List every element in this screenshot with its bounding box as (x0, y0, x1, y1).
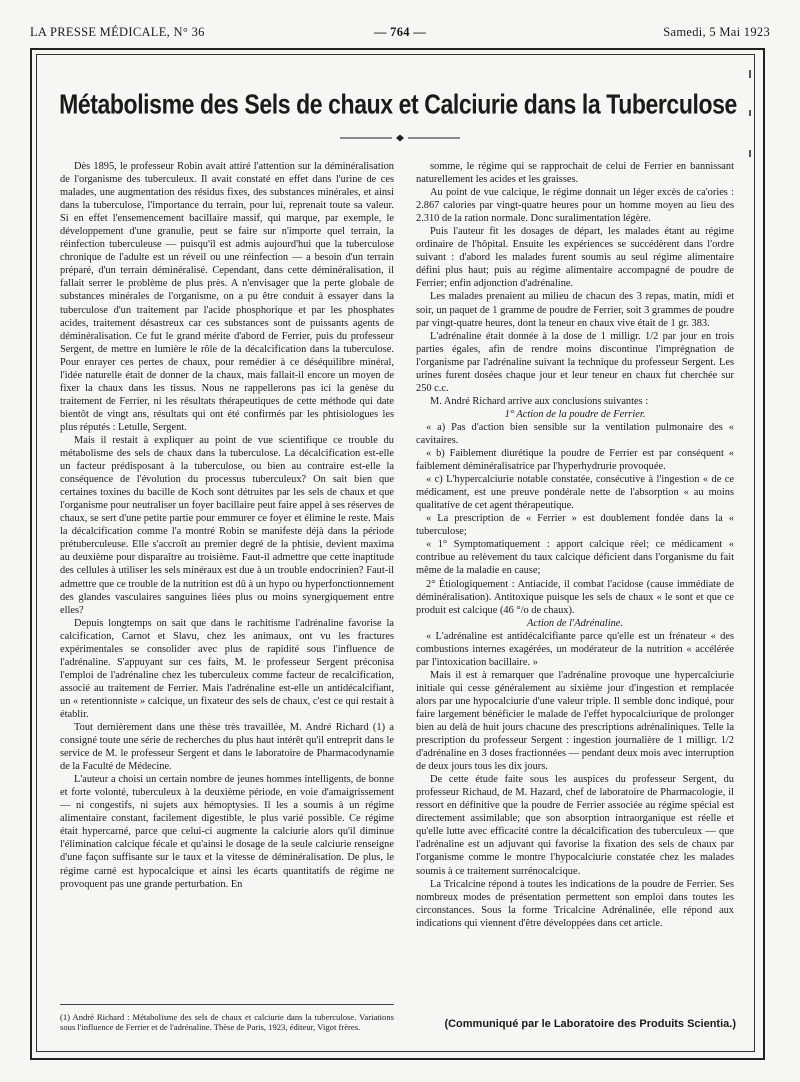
paragraph: Les malades prenaient au milieu de chacun des 3 repas, matin, midi et soir, un paquet de 1 gramme de poudre de Ferrier, soit 3 grammes de poudre par vingt-quatre heures, dont la teneur en chaux vive était de 1 gr. 383. (416, 291, 734, 329)
section-subheading: 1° Action de la poudre de Ferrier. (504, 408, 646, 420)
paragraph: somme, le régime qui se rapprochait de celui de Ferrier en bannissant naturellement les acides et les graisses. (416, 161, 734, 186)
paragraph: L'auteur a choisi un certain nombre de jeunes hommes intelligents, de bonne et forte volonté, tuberculeux à la deuxième période, en voie d'amaigrissement — ni congestifs, ni sujets aux hémoptysies. Il les a soumis à un régime alimentaire constant, facilement digestible, le plus varié possible. Ce régime était hypercarné, parce que celui-ci augmente la calciurie alors qu'il diminue l'élimination calcique fécale et qu'ainsi le dosage de la seule calciurie renseigne d'une façon suffisante sur le taux et la vitesse de déminéralisation. De plus, le régime carné est hypocalcique et ainsi les écarts quantitatifs de régime ne provoquent pas une grande perturbation. En (60, 774, 394, 890)
scan-mark (749, 150, 751, 157)
quoted-conclusion: « L'adrénaline est antidécalcifiante parce qu'elle est un frénateur « des combustions internes exagérées, un modérateur de la nutrition « accélérée par l'intoxication bacillaire. » (416, 630, 734, 668)
right-column (416, 160, 734, 930)
scan-mark (749, 70, 751, 78)
quoted-conclusion: « 1° Symptomatiquement : apport calcique réel; ce médicament « contribue au relèvement du taux calcique déficient dans l'organisme du fait même de la maladie en cause; (416, 539, 734, 577)
paragraph: Mais il est à remarquer que l'adrénaline provoque une hypercalciurie initiale qui cesse généralement au sixième jour d'ingestion et remplacée alors par une hypocalciurie d'une valeur triple. Il semble donc indiqué, pour faire largement bénéficier le malade de l'effet hypocalciurique de prolonger bien au delà de huit jours chacune des prescriptions adrénaliniques. Telle la prescription du professeur Sergent : ingestion journalière de 1 milligr. 1/2 d'adrénaline en 3 doses fractionnées — pendant deux mois avec interruption de deux jours tous les dix jours. (416, 669, 734, 773)
paragraph: Puis l'auteur fit les dosages de départ, les malades étant au régime ordinaire de l'hôpital. Ensuite les expériences se succédèrent dans l'ordre suivant : d'abord les malades furent soumis au seul régime alimentaire défini plus haut; puis au régime alimentaire accompagné de poudre de Ferrier; enfin adjonction d'adrénaline. (416, 226, 734, 290)
section-subheading: Action de l'Adrénaline. (526, 617, 623, 629)
issue-date: Samedi, 5 Mai 1923 (663, 25, 770, 39)
quoted-conclusion: 2° Étiologiquement : Antiacide, il combat l'acidose (cause immédiate de déminéralisation). Antitoxique puisque les sels de chaux « le sont et que ce produit est calcique (46 °/o de chaux). (416, 578, 734, 616)
paragraph: Tout dernièrement dans une thèse très travaillée, M. André Richard (1) a consigné toute une série de recherches du plus haut intérêt qu'il entreprit dans le service de M. le professeur Sergent et dans le laboratoire de Pharmacodynamie de la Faculté de Médecine. (60, 722, 394, 773)
paragraph: De cette étude faite sous les auspices du professeur Sergent, du professeur Richaud, de M. Hazard, chef de laboratoire de Pharmacologie, il ressort en définitive que la poudre de Ferrier associée au régime spécial est directement assimilable; que son absorption intraorganique est réelle et qu'elle lutte avec efficacité contre la décalcification des tuberculeux — que l'adrénaline est un adjuvant qui favorise la fixation des sels de chaux par l'organisme comme le montre l'hypocalciurie constatée chez les malades soumis à ce traitement surrénocalcique. (416, 774, 734, 877)
footnote: (1) André Richard : Métabolisme des sels de chaux et calciurie dans la tuberculose. Variations sous l'influence de Ferrier et de l'adrénaline. Thèse de Paris, 1923, éditeur, Vigot frères. (60, 1012, 394, 1033)
paragraph: La Tricalcine répond à toutes les indications de la poudre de Ferrier. Ses nombreux modes de présentation permettent son emploi dans toutes les circonstances. Sous la forme Tricalcine Adrénalinée, elle répond aux indications qui viennent d'être développées dans cet article. (416, 878, 734, 929)
paragraph: Depuis longtemps on sait que dans le rachitisme l'adrénaline favorise la calcification, Carnot et Slavu, chez les animaux, ont vu les fractures expérimentales se consolider avec plus de rapidité sous l'influence de l'adrénaline. S'appuyant sur ces faits, M. le professeur Sergent préconisa l'emploi de l'adrénaline chez les tuberculeux comme facteur de recalcification, associé au traitement de Ferrier. Mais l'adrénaline est-elle un antidécalcifiant, un « retentionniste » calcique, un fixateur des sels de chaux, c'est ce qui restait à établir. (60, 617, 394, 720)
paragraph: Dès 1895, le professeur Robin avait attiré l'attention sur la déminéralisation de l'organisme des tuberculeux. Il avait constaté en effet dans l'urine de ces malades, une augmentation des résidus fixes, des substances minérales, et ainsi dans la tuberculose, l'importance du terrain, pour lui, reprenait toute sa valeur. Si en effet l'ensemencement bacillaire massif, qui marque, par exemple, le développement d'une granulie, peut se faire sur n'importe quel terrain, la réinfection tuberculeuse — puisqu'il est admis aujourd'hui que la tuberculose chronique de l'adulte est un réveil ou une réinfection — a besoin d'un terrain préparé, d'un terrain déminéralisé. Cependant, dans cette déminéralisation, il fallait serrer le problème de plus près. A n'envisager que la perte globale de substances minérales de l'organisme, on a pu être conduit à essayer dans la tuberculose d'un traitement par l'acide phosphorique et par les phosphates acides, traitement désastreux car ces substances sont de puissants agents de déminéralisation. Ce fut le grand mérite d'abord de Ferrier, puis du professeur Sergent, de mettre en lumière le rôle de la décalcification dans la tuberculose. Pour enrayer ces pertes de chaux, pour remédier à ce déséquilibre minéral, l'idée naturelle était de donner de la chaux, mais fallait-il encore un moyen de fixer la chaux dans les tissus. Nous ne rappellerons pas ici la genèse du traitement de Ferrier, ni les résultats thérapeutiques de cette méthode qui date bientôt de vingt ans, résultats qui ont été confirmés par les phtisiologues les plus réputés : Letulle, Sergent. (60, 161, 394, 433)
quoted-conclusion: « b) Faiblement diurétique la poudre de Ferrier est par conséquent « faiblement déminéralisatrice par l'hyperhydrurie provoquée. (416, 448, 734, 473)
paragraph: M. André Richard arrive aux conclusions suivantes : (430, 395, 649, 407)
article-title: Métabolisme des Sels de chaux et Calciurie dans la Tuberculose (59, 88, 737, 120)
paragraph: Au point de vue calcique, le régime donnait un léger excès de ca'ories : 2.867 calories par vingt-quatre heures pour un homme moyen au lieu des 2.310 de la ration normale. Donc suralimentation légère. (416, 187, 734, 225)
journal-name: LA PRESSE MÉDICALE, N° 36 (30, 25, 205, 39)
paragraph: L'adrénaline était donnée à la dose de 1 milligr. 1/2 par jour en trois parties égales, afin de rendre moins discontinue l'imprégnation de l'organisme par l'adrénaline suivant la technique du professeur Sergent. Les urines furent dosées chaque jour et leur teneur en chaux fut cherchée sur 250 c.c. (416, 330, 734, 394)
left-column (60, 160, 394, 891)
quoted-conclusion: « La prescription de « Ferrier » est doublement fondée dans la « tuberculose; (416, 513, 734, 538)
quoted-conclusion: « a) Pas d'action bien sensible sur la ventilation pulmonaire des « cavitaires. (416, 421, 734, 446)
diamond-rule-icon (340, 134, 460, 142)
paragraph: Mais il restait à expliquer au point de vue scientifique ce trouble du métabolisme des sels de chaux dans la tuberculose. La décalcification est-elle un facteur prédisposant à la tuberculose, ou bien au contraire est-elle la conséquence de l'évolution du processus tuberculeux? On sait bien que certaines toxines du bacille de Koch sont détruites par les sels de chaux et que l'organisme pour neutraliser un foyer bacillaire peut faire appel à ses réserves de chaux, se sert d'une petite partie pour emmurer ce foyer et élimine le reste. Mais la décalcification comme l'a montré Robin se manifeste déjà dans la période prétuberculeuse. Elle s'accroît au premier degré de la phtisie, devient maxima au deuxième pour disparaître au troisième. Faut-il admettre que cette inaptitude des cellules à utiliser les sels minéraux est due à un trouble endocrinien? Faut-il admettre que ce trouble de la nutrition est dû à un hypo ou hyperfonctionnement des glandes vasculaires sanguines liées plus ou moins synergiquement entre elles? (60, 434, 394, 616)
page-number: — 764 — (373, 25, 427, 39)
running-header (30, 25, 770, 43)
quoted-conclusion: « c) L'hypercalciurie notable constatée, consécutive à l'ingestion « de ce médicament, est une preuve pondérale nette de l'absorption « au moins qualitative de cet agent thérapeutique. (416, 474, 734, 512)
scan-mark (749, 110, 751, 116)
credit-line: (Communiqué par le Laboratoire des Produits Scientia.) (444, 1018, 736, 1030)
footnote-divider (60, 1004, 394, 1005)
